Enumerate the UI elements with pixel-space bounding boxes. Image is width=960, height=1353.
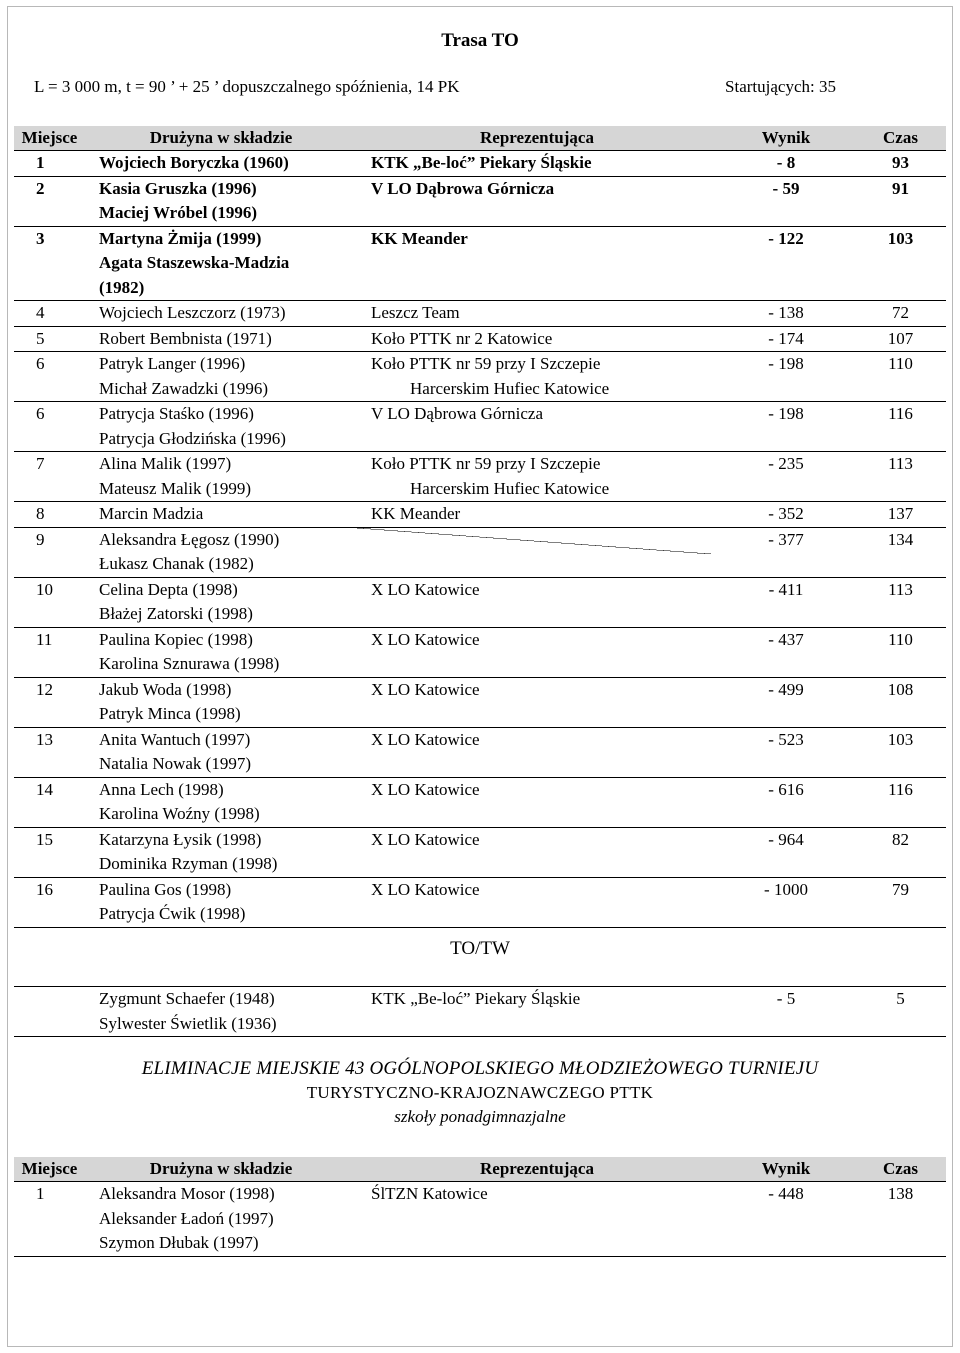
cell-representing bbox=[357, 877, 717, 927]
cell-representing bbox=[357, 577, 717, 627]
cell-place: 15 bbox=[14, 827, 85, 877]
representing-line: Leszcz Team bbox=[371, 303, 460, 322]
cell-representing bbox=[357, 176, 717, 226]
team-member: Karolina Woźny (1998) bbox=[99, 804, 260, 823]
cell-representing bbox=[357, 827, 717, 877]
team-member: Anita Wantuch (1997) bbox=[99, 729, 251, 749]
table-row bbox=[14, 827, 946, 877]
cell-result: - 437 bbox=[717, 627, 855, 677]
cell-place: 2 bbox=[14, 176, 85, 226]
table-row bbox=[14, 527, 946, 577]
header-team: Drużyna w składzie bbox=[85, 126, 357, 151]
header-place: Miejsce bbox=[14, 1157, 85, 1182]
team-member: Zygmunt Schaefer (1948) bbox=[99, 989, 275, 1008]
team-member: Agata Staszewska-Madzia bbox=[99, 253, 290, 272]
representing-line: KTK „Be-loć” Piekary Śląskie bbox=[371, 989, 581, 1008]
team-member: Patrycja Staśko (1996) bbox=[99, 404, 254, 423]
cell-team bbox=[85, 727, 357, 777]
cell-result: - 616 bbox=[717, 777, 855, 827]
cell-team bbox=[85, 777, 357, 827]
team-member: Marcin Madzia bbox=[99, 504, 204, 523]
cell-team bbox=[85, 877, 357, 927]
cell-time: 113 bbox=[855, 577, 946, 627]
table-row bbox=[14, 452, 946, 502]
team-member: Kasia Gruszka (1996) bbox=[99, 178, 257, 198]
cell-team bbox=[85, 151, 357, 177]
cell-team bbox=[85, 987, 357, 1037]
cell-time: 113 bbox=[855, 452, 946, 502]
table-row bbox=[14, 987, 946, 1037]
team-member: Paulina Kopiec (1998) bbox=[99, 629, 253, 649]
cell-result: - 198 bbox=[717, 402, 855, 452]
cell-time: 138 bbox=[855, 1182, 946, 1257]
team-member: Jakub Woda (1998) bbox=[99, 679, 232, 699]
cell-place: 11 bbox=[14, 627, 85, 677]
cell-team bbox=[85, 326, 357, 352]
cell-result: - 1000 bbox=[717, 877, 855, 927]
cell-time: 137 bbox=[855, 502, 946, 528]
header-time: Czas bbox=[855, 126, 946, 151]
cell-representing bbox=[357, 226, 717, 301]
cell-place: 1 bbox=[14, 1182, 85, 1257]
team-member: Błażej Zatorski (1998) bbox=[99, 604, 253, 623]
eliminations-heading: ELIMINACJE MIEJSKIE 43 OGÓLNOPOLSKIEGO MŁODZIEŻOWEGO TURNIEJU bbox=[141, 1058, 819, 1079]
table-row bbox=[14, 577, 946, 627]
results-table-to bbox=[14, 126, 946, 928]
representing-line: V LO Dąbrowa Górnicza bbox=[371, 178, 555, 198]
table-header-row bbox=[14, 1157, 946, 1182]
cell-team bbox=[85, 1182, 357, 1257]
representing-line: X LO Katowice bbox=[371, 729, 480, 749]
page-title: Trasa TO bbox=[441, 30, 519, 51]
table-row bbox=[14, 627, 946, 677]
representing-line: V LO Dąbrowa Górnicza bbox=[371, 404, 543, 423]
cell-representing bbox=[357, 677, 717, 727]
results-table-tow bbox=[14, 986, 946, 1037]
cell-result: - 59 bbox=[717, 176, 855, 226]
representing-line: X LO Katowice bbox=[371, 779, 480, 799]
team-member: Dominika Rzyman (1998) bbox=[99, 854, 278, 873]
cell-result: - 352 bbox=[717, 502, 855, 528]
cell-place: 14 bbox=[14, 777, 85, 827]
representing-line: KTK „Be-loć” Piekary Śląskie bbox=[371, 153, 592, 172]
cell-result: - 138 bbox=[717, 301, 855, 327]
table-row bbox=[14, 402, 946, 452]
representing-line: ŚlTZN Katowice bbox=[371, 1184, 488, 1203]
cell-team bbox=[85, 677, 357, 727]
team-member: Patrycja Ćwik (1998) bbox=[99, 904, 246, 923]
cell-time: 72 bbox=[855, 301, 946, 327]
cell-place: 6 bbox=[14, 352, 85, 402]
representing-line: Koło PTTK nr 59 przy I Szczepie bbox=[371, 354, 601, 373]
team-member: Aleksander Ładoń (1997) bbox=[99, 1208, 274, 1228]
team-member: Natalia Nowak (1997) bbox=[99, 754, 252, 773]
cell-representing bbox=[357, 352, 717, 402]
table-row bbox=[14, 176, 946, 226]
table-header-row bbox=[14, 126, 946, 151]
cell-representing bbox=[357, 627, 717, 677]
cell-time: 110 bbox=[855, 352, 946, 402]
cell-time: 91 bbox=[855, 176, 946, 226]
header-result: Wynik bbox=[717, 1157, 855, 1182]
cell-result: - 964 bbox=[717, 827, 855, 877]
team-member: Wojciech Boryczka (1960) bbox=[99, 153, 289, 172]
cell-time: 103 bbox=[855, 226, 946, 301]
cell-result: - 411 bbox=[717, 577, 855, 627]
cell-team bbox=[85, 452, 357, 502]
header-representing: Reprezentująca bbox=[357, 1157, 717, 1182]
team-member: Wojciech Leszczorz (1973) bbox=[99, 303, 286, 322]
team-member: Martyna Żmija (1999) bbox=[99, 228, 262, 248]
cell-result: - 499 bbox=[717, 677, 855, 727]
table-row bbox=[14, 1182, 946, 1257]
cell-time: 5 bbox=[855, 987, 946, 1037]
header-representing: Reprezentująca bbox=[357, 126, 717, 151]
cell-place: 5 bbox=[14, 326, 85, 352]
cell-result: - 5 bbox=[717, 987, 855, 1037]
cell-time: 93 bbox=[855, 151, 946, 177]
cell-representing bbox=[357, 402, 717, 452]
cell-team bbox=[85, 527, 357, 577]
table-row bbox=[14, 727, 946, 777]
cell-team bbox=[85, 502, 357, 528]
representing-line: KK Meander bbox=[371, 504, 461, 523]
eliminations-category: szkoły ponadgimnazjalne bbox=[394, 1107, 566, 1126]
team-member: Patryk Langer (1996) bbox=[99, 354, 246, 373]
cell-representing bbox=[357, 527, 717, 577]
cell-representing bbox=[357, 301, 717, 327]
cell-representing bbox=[357, 1182, 717, 1257]
cell-representing bbox=[357, 777, 717, 827]
cell-place: 7 bbox=[14, 452, 85, 502]
cell-team bbox=[85, 577, 357, 627]
cell-place: 16 bbox=[14, 877, 85, 927]
starters-count: Startujących: 35 bbox=[725, 77, 836, 96]
cell-place: 3 bbox=[14, 226, 85, 301]
cell-place: 9 bbox=[14, 527, 85, 577]
cell-place: 1 bbox=[14, 151, 85, 177]
team-member: Anna Lech (1998) bbox=[99, 779, 224, 799]
cell-place: 8 bbox=[14, 502, 85, 528]
table-row bbox=[14, 301, 946, 327]
team-member: Celina Depta (1998) bbox=[99, 579, 238, 599]
team-member: Paulina Gos (1998) bbox=[99, 879, 232, 899]
representing-line: X LO Katowice bbox=[371, 629, 480, 649]
table-row bbox=[14, 877, 946, 927]
team-member: (1982) bbox=[99, 277, 145, 297]
cell-time: 108 bbox=[855, 677, 946, 727]
cell-team bbox=[85, 402, 357, 452]
team-member: Patryk Minca (1998) bbox=[99, 704, 241, 723]
cell-team bbox=[85, 301, 357, 327]
team-member: Karolina Sznurawa (1998) bbox=[99, 654, 280, 673]
representing-line: Harcerskim Hufiec Katowice bbox=[410, 378, 610, 398]
results-table-school bbox=[14, 1157, 946, 1257]
cell-result: - 8 bbox=[717, 151, 855, 177]
route-parameters: L = 3 000 m, t = 90 ’ + 25 ’ dopuszczalnego spóźnienia, 14 PK bbox=[34, 77, 460, 96]
cell-place: 10 bbox=[14, 577, 85, 627]
cell-time: 134 bbox=[855, 527, 946, 577]
team-member: Mateusz Malik (1999) bbox=[99, 478, 252, 498]
representing-line: Harcerskim Hufiec Katowice bbox=[410, 478, 610, 498]
team-member: Patrycja Głodzińska (1996) bbox=[99, 428, 286, 448]
empty-cell-strike bbox=[357, 528, 711, 554]
cell-time: 110 bbox=[855, 627, 946, 677]
cell-place: 4 bbox=[14, 301, 85, 327]
representing-line: X LO Katowice bbox=[371, 829, 480, 849]
team-member: Łukasz Chanak (1982) bbox=[99, 554, 254, 573]
representing-line: X LO Katowice bbox=[371, 679, 480, 699]
cell-place: 6 bbox=[14, 402, 85, 452]
table-row bbox=[14, 677, 946, 727]
cell-team bbox=[85, 176, 357, 226]
team-member: Alina Malik (1997) bbox=[99, 454, 232, 473]
cell-result: - 122 bbox=[717, 226, 855, 301]
table-row bbox=[14, 151, 946, 177]
representing-line: KK Meander bbox=[371, 228, 468, 248]
table-row bbox=[14, 777, 946, 827]
cell-result: - 523 bbox=[717, 727, 855, 777]
cell-place bbox=[14, 987, 85, 1037]
header-place: Miejsce bbox=[14, 126, 85, 151]
cell-result: - 448 bbox=[717, 1182, 855, 1257]
team-member: Robert Bembnista (1971) bbox=[99, 328, 272, 348]
representing-line: X LO Katowice bbox=[371, 879, 480, 899]
cell-result: - 377 bbox=[717, 527, 855, 577]
team-member: Michał Zawadzki (1996) bbox=[99, 378, 268, 398]
eliminations-subheading: TURYSTYCZNO-KRAJOZNAWCZEGO PTTK bbox=[306, 1083, 654, 1102]
representing-line: Koło PTTK nr 59 przy I Szczepie bbox=[371, 454, 601, 473]
cell-team bbox=[85, 226, 357, 301]
cell-place: 12 bbox=[14, 677, 85, 727]
cell-team bbox=[85, 627, 357, 677]
team-member: Maciej Wróbel (1996) bbox=[99, 203, 257, 222]
cell-time: 116 bbox=[855, 402, 946, 452]
cell-time: 107 bbox=[855, 326, 946, 352]
representing-line: X LO Katowice bbox=[371, 579, 480, 599]
team-member: Szymon Dłubak (1997) bbox=[99, 1233, 259, 1252]
section-title-tow: TO/TW bbox=[450, 938, 510, 959]
table-row bbox=[14, 226, 946, 301]
cell-time: 79 bbox=[855, 877, 946, 927]
cell-time: 116 bbox=[855, 777, 946, 827]
cell-representing bbox=[357, 452, 717, 502]
cell-place: 13 bbox=[14, 727, 85, 777]
cell-result: - 198 bbox=[717, 352, 855, 402]
team-member: Aleksandra Łęgosz (1990) bbox=[99, 529, 280, 549]
cell-representing bbox=[357, 326, 717, 352]
table-row bbox=[14, 352, 946, 402]
header-time: Czas bbox=[855, 1157, 946, 1182]
cell-time: 103 bbox=[855, 727, 946, 777]
team-member: Katarzyna Łysik (1998) bbox=[99, 829, 262, 849]
cell-representing bbox=[357, 727, 717, 777]
header-result: Wynik bbox=[717, 126, 855, 151]
cell-representing bbox=[357, 987, 717, 1037]
cell-team bbox=[85, 827, 357, 877]
representing-line: Koło PTTK nr 2 Katowice bbox=[371, 328, 553, 348]
table-row bbox=[14, 502, 946, 528]
team-member: Sylwester Świetlik (1936) bbox=[99, 1013, 277, 1033]
cell-result: - 174 bbox=[717, 326, 855, 352]
team-member: Aleksandra Mosor (1998) bbox=[99, 1184, 275, 1203]
cell-time: 82 bbox=[855, 827, 946, 877]
cell-representing bbox=[357, 502, 717, 528]
table-row bbox=[14, 326, 946, 352]
cell-representing bbox=[357, 151, 717, 177]
cell-result: - 235 bbox=[717, 452, 855, 502]
header-team: Drużyna w składzie bbox=[85, 1157, 357, 1182]
cell-team bbox=[85, 352, 357, 402]
